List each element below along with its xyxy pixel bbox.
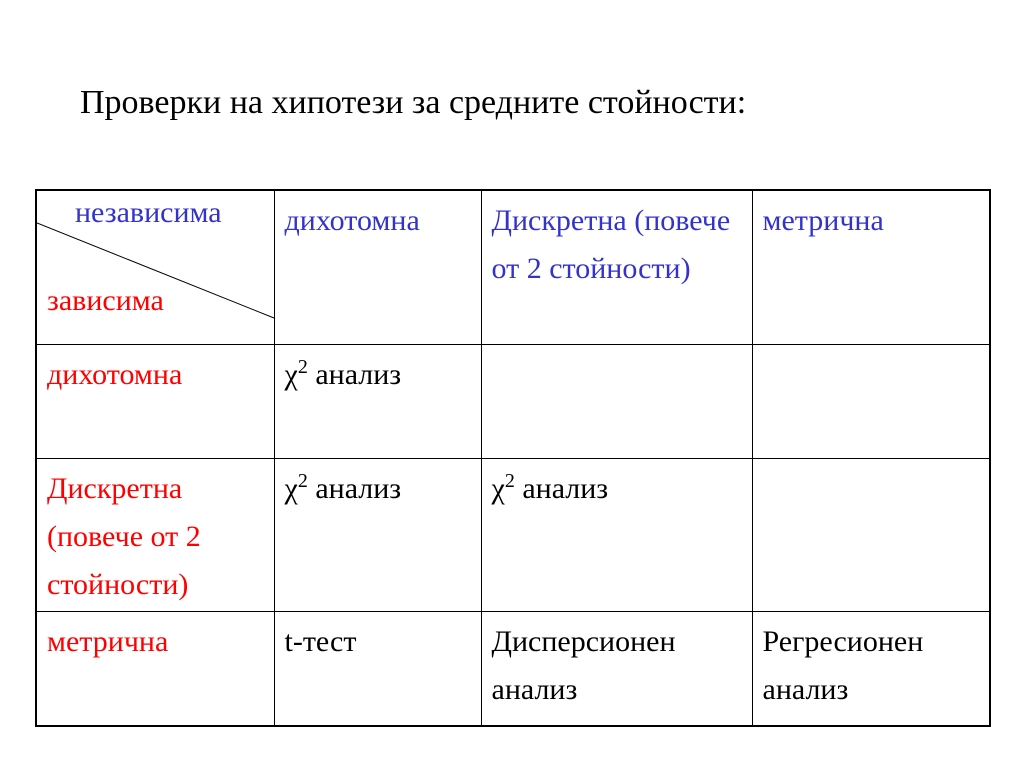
slide-title: Проверки на хипотези за средните стойности: xyxy=(80,84,747,121)
table-cell: t-тест xyxy=(274,611,481,726)
cell-text: анализ xyxy=(307,471,402,505)
table-cell xyxy=(274,344,481,458)
table-cell xyxy=(274,458,481,611)
row-header-dichotomous: дихотомна xyxy=(36,344,274,458)
table-row xyxy=(36,344,990,458)
column-header-dichotomous: дихотомна xyxy=(274,190,481,344)
independent-label: независима xyxy=(75,196,222,229)
column-header-metric: метрична xyxy=(752,190,990,344)
table-row xyxy=(36,611,990,726)
cell-text: анализ xyxy=(307,357,402,391)
superscript: 2 xyxy=(504,469,515,492)
table-cell-empty xyxy=(752,344,990,458)
table-cell: Дисперсионен анализ xyxy=(481,611,752,726)
table-cell xyxy=(481,458,752,611)
hypothesis-table xyxy=(35,189,991,727)
dependent-label: зависима xyxy=(47,284,164,317)
table-row xyxy=(36,458,990,611)
table-header-row xyxy=(36,190,990,344)
superscript: 2 xyxy=(297,355,308,378)
row-header-metric: метрична xyxy=(36,611,274,726)
column-header-discrete: Дискретна (повече от 2 стойности) xyxy=(481,190,752,344)
superscript: 2 xyxy=(297,469,308,492)
cell-text: анализ xyxy=(514,471,609,505)
chi-symbol: χ xyxy=(284,471,298,505)
table-cell: Регресионен анализ xyxy=(752,611,990,726)
table-cell-empty xyxy=(752,458,990,611)
row-header-discrete: Дискретна (повече от 2 стойности) xyxy=(36,458,274,611)
chi-symbol: χ xyxy=(491,471,505,505)
corner-cell xyxy=(36,190,274,344)
chi-symbol: χ xyxy=(284,357,298,391)
table-cell-empty xyxy=(481,344,752,458)
